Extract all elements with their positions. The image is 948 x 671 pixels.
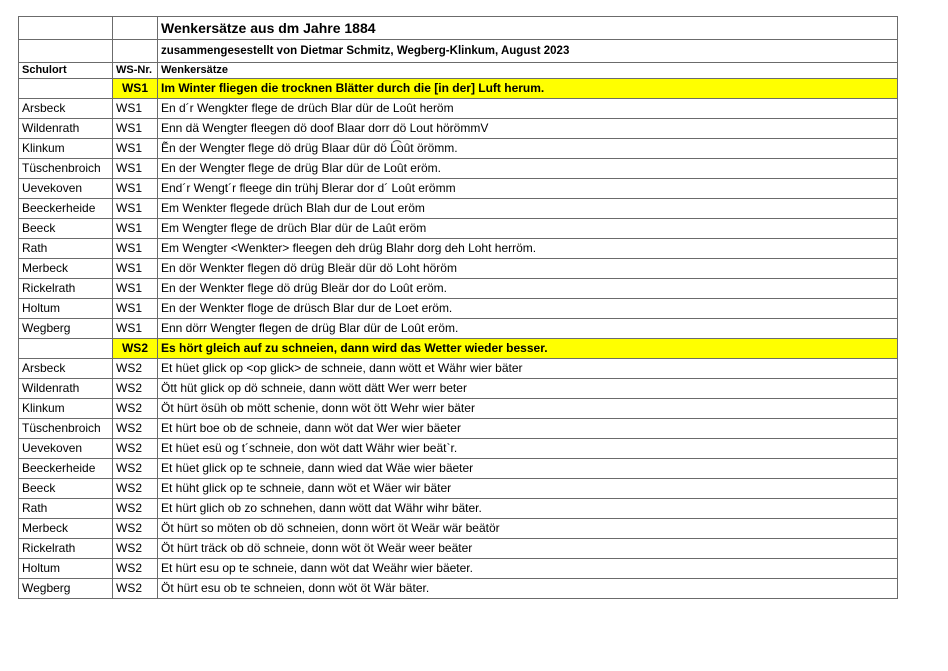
- dialect-sentence-cell: Ött hüt glick op dö schneie, dann wött dätt Wer werr beter: [158, 379, 898, 399]
- schulort-cell: Beeck: [19, 219, 113, 239]
- empty-cell: [19, 40, 113, 63]
- ws-nr-cell: WS2: [113, 499, 158, 519]
- standard-sentence: Es hört gleich auf zu schneien, dann wird das Wetter wieder besser.: [158, 339, 898, 359]
- schulort-cell: Rath: [19, 239, 113, 259]
- ws-nr-cell: WS1: [113, 119, 158, 139]
- ws-nr-cell: WS1: [113, 239, 158, 259]
- sentence-number: WS2: [113, 339, 158, 359]
- ws-nr-cell: WS2: [113, 579, 158, 599]
- dialect-sentence-cell: Em Wenkter flegede drüch Blah dur de Lout eröm: [158, 199, 898, 219]
- schulort-cell: Wildenrath: [19, 379, 113, 399]
- ws-nr-cell: WS2: [113, 459, 158, 479]
- dialect-sentence-cell: Et hüet glick op <op glick> de schneie, dann wött et Währ wier bäter: [158, 359, 898, 379]
- dialect-sentence-cell: En der Wenkter floge de drüsch Blar dur de Loet eröm.: [158, 299, 898, 319]
- table-row: [19, 219, 898, 239]
- dialect-sentence-cell: Öt hürt so möten ob dö schneien, donn wört öt Weär wär beätör: [158, 519, 898, 539]
- standard-sentence-row-ws2: [19, 339, 898, 359]
- empty-cell: [19, 339, 113, 359]
- sentence-number: WS1: [113, 79, 158, 99]
- dialect-sentence-cell: Ẽn der Wengter flege dö drüg Blaar dür dö L͡oût örömm.: [158, 139, 898, 159]
- table-row: [19, 279, 898, 299]
- title-row: [19, 17, 898, 40]
- document-title: Wenkersätze aus dm Jahre 1884: [158, 17, 898, 40]
- table-row: [19, 559, 898, 579]
- dialect-sentence-cell: En dör Wenkter flegen dö drüg Bleär dür dö Loht höröm: [158, 259, 898, 279]
- standard-sentence: Im Winter fliegen die trocknen Blätter durch die [in der] Luft herum.: [158, 79, 898, 99]
- dialect-sentence-cell: Enn dörr Wengter flegen de drüg Blar dür de Loût eröm.: [158, 319, 898, 339]
- empty-cell: [113, 17, 158, 40]
- schulort-cell: Wegberg: [19, 579, 113, 599]
- ws-nr-cell: WS2: [113, 519, 158, 539]
- dialect-sentence-cell: Et hürt esu op te schneie, dann wöt dat Weähr wier bäeter.: [158, 559, 898, 579]
- table-row: [19, 519, 898, 539]
- schulort-cell: Beeck: [19, 479, 113, 499]
- dialect-sentence-cell: En der Wengter flege de drüg Blar dür de Loût eröm.: [158, 159, 898, 179]
- table-row: [19, 379, 898, 399]
- schulort-cell: Beeckerheide: [19, 199, 113, 219]
- ws-nr-cell: WS2: [113, 419, 158, 439]
- column-header-wenkersaetze: Wenkersätze: [158, 63, 898, 79]
- dialect-sentence-cell: Et hürt boe ob de schneie, dann wöt dat Wer wier bäeter: [158, 419, 898, 439]
- dialect-sentence-cell: Öt hürt esu ob te schneien, donn wöt öt Wär bäter.: [158, 579, 898, 599]
- ws-nr-cell: WS1: [113, 299, 158, 319]
- ws-nr-cell: WS1: [113, 319, 158, 339]
- table-row: [19, 499, 898, 519]
- dialect-sentence-cell: Et hüet glick op te schneie, dann wied dat Wäe wier bäeter: [158, 459, 898, 479]
- document-subtitle: zusammengesestellt von Dietmar Schmitz, Wegberg-Klinkum, August 2023: [158, 40, 898, 63]
- schulort-cell: Merbeck: [19, 259, 113, 279]
- ws-nr-cell: WS2: [113, 539, 158, 559]
- ws-nr-cell: WS2: [113, 379, 158, 399]
- dialect-sentence-cell: Öt hürt ösüh ob mött schenie, donn wöt ött Wehr wier bäter: [158, 399, 898, 419]
- empty-cell: [19, 17, 113, 40]
- ws-nr-cell: WS1: [113, 179, 158, 199]
- table-row: [19, 139, 898, 159]
- dialect-sentence-cell: En der Wenkter flege dö drüg Bleär dor do Loût eröm.: [158, 279, 898, 299]
- table-row: [19, 259, 898, 279]
- table-row: [19, 479, 898, 499]
- schulort-cell: Uevekoven: [19, 439, 113, 459]
- table-row: [19, 199, 898, 219]
- table-row: [19, 299, 898, 319]
- ws-nr-cell: WS1: [113, 259, 158, 279]
- schulort-cell: Holtum: [19, 559, 113, 579]
- standard-sentence-row-ws1: [19, 79, 898, 99]
- dialect-sentence-cell: Et hürt glich ob zo schnehen, dann wött dat Währ wihr bäter.: [158, 499, 898, 519]
- table-row: [19, 179, 898, 199]
- table-row: [19, 159, 898, 179]
- schulort-cell: Rath: [19, 499, 113, 519]
- empty-cell: [113, 40, 158, 63]
- ws-nr-cell: WS2: [113, 399, 158, 419]
- dialect-sentence-cell: Et hüet esü og t´schneie, don wöt datt Währ wier beät`r.: [158, 439, 898, 459]
- ws-nr-cell: WS2: [113, 439, 158, 459]
- schulort-cell: Uevekoven: [19, 179, 113, 199]
- schulort-cell: Rickelrath: [19, 279, 113, 299]
- empty-cell: [19, 79, 113, 99]
- schulort-cell: Beeckerheide: [19, 459, 113, 479]
- table-row: [19, 459, 898, 479]
- ws-nr-cell: WS2: [113, 559, 158, 579]
- ws-nr-cell: WS2: [113, 479, 158, 499]
- table-row: [19, 419, 898, 439]
- ws-nr-cell: WS1: [113, 219, 158, 239]
- schulort-cell: Arsbeck: [19, 99, 113, 119]
- ws-nr-cell: WS1: [113, 199, 158, 219]
- table-row: [19, 439, 898, 459]
- wenker-table: [18, 16, 898, 599]
- table-row: [19, 539, 898, 559]
- schulort-cell: Tüschenbroich: [19, 159, 113, 179]
- column-header-ws-nr: WS-Nr.: [113, 63, 158, 79]
- dialect-sentence-cell: End´r Wengt´r fleege din trühj Blerar dor d´ Loût erömm: [158, 179, 898, 199]
- schulort-cell: Klinkum: [19, 399, 113, 419]
- dialect-sentence-cell: Em Wengter <Wenkter> fleegen deh drüg Blahr dorg deh Loht herröm.: [158, 239, 898, 259]
- dialect-sentence-cell: En d´r Wengkter flege de drüch Blar dür de Loût heröm: [158, 99, 898, 119]
- dialect-sentence-cell: Enn dä Wengter fleegen dö doof Blaar dorr dö Lout hörömmV: [158, 119, 898, 139]
- table-row: [19, 239, 898, 259]
- ws-nr-cell: WS2: [113, 359, 158, 379]
- schulort-cell: Holtum: [19, 299, 113, 319]
- dialect-sentence-cell: Et hüht glick op te schneie, dann wöt et Wäer wir bäter: [158, 479, 898, 499]
- dialect-sentence-cell: Em Wengter flege de drüch Blar dür de Laût eröm: [158, 219, 898, 239]
- ws-nr-cell: WS1: [113, 139, 158, 159]
- table-row: [19, 399, 898, 419]
- table-row: [19, 579, 898, 599]
- table-row: [19, 319, 898, 339]
- schulort-cell: Wegberg: [19, 319, 113, 339]
- table-row: [19, 119, 898, 139]
- schulort-cell: Merbeck: [19, 519, 113, 539]
- schulort-cell: Tüschenbroich: [19, 419, 113, 439]
- ws-nr-cell: WS1: [113, 279, 158, 299]
- schulort-cell: Arsbeck: [19, 359, 113, 379]
- schulort-cell: Rickelrath: [19, 539, 113, 559]
- table-row: [19, 359, 898, 379]
- schulort-cell: Wildenrath: [19, 119, 113, 139]
- ws-nr-cell: WS1: [113, 99, 158, 119]
- ws-nr-cell: WS1: [113, 159, 158, 179]
- column-header-row: [19, 63, 898, 79]
- column-header-schulort: Schulort: [19, 63, 113, 79]
- dialect-sentence-cell: Öt hürt träck ob dö schneie, donn wöt öt Weär weer beäter: [158, 539, 898, 559]
- subtitle-row: [19, 40, 898, 63]
- schulort-cell: Klinkum: [19, 139, 113, 159]
- table-row: [19, 99, 898, 119]
